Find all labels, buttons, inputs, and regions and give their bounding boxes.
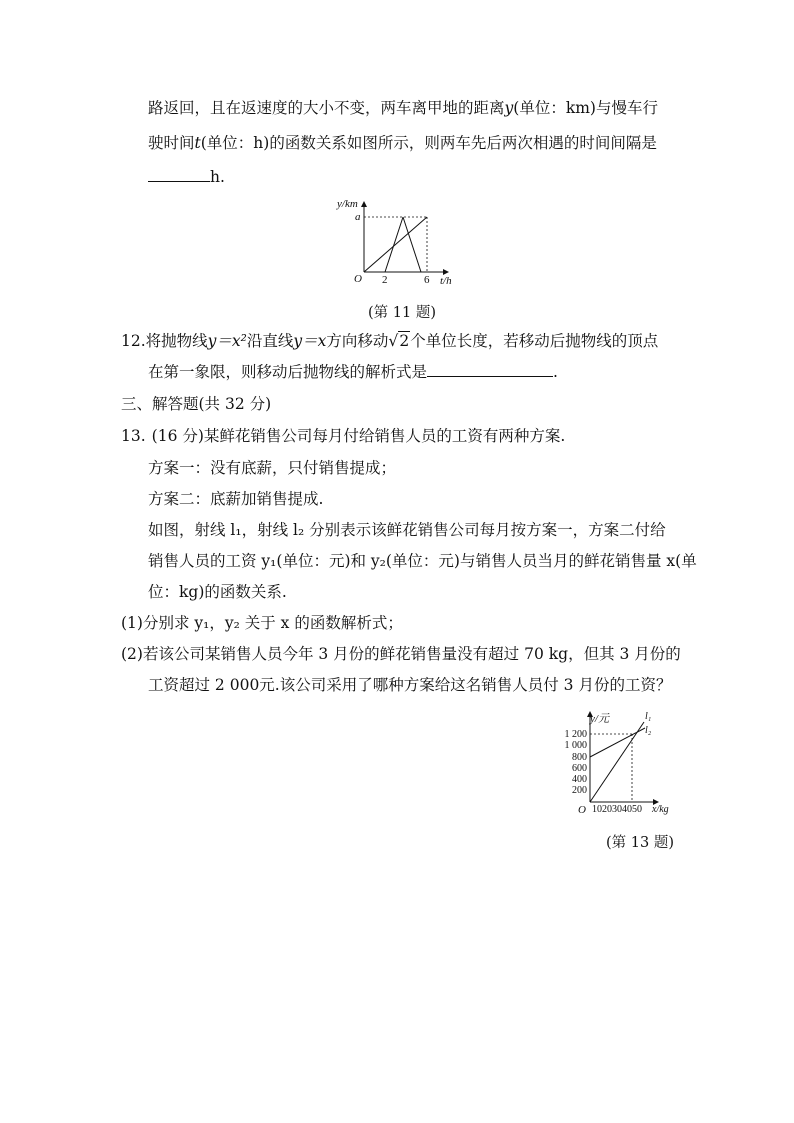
q13-desc-line-3: 位：kg)的函数关系. (148, 583, 287, 601)
q11-text-line-2 (148, 133, 657, 153)
q11-tick-2: 2 (382, 274, 388, 286)
q12-sqrt (388, 331, 410, 351)
q12-line2-text: 在第一象限，则移动后抛物线的解析式是 (148, 363, 428, 381)
q12-sqrt-value: 2 (399, 332, 410, 350)
q13-y-tick-1000: 1 000 (564, 740, 587, 751)
q13-desc-line-1: 如图，射线 l₁，射线 l₂ 分别表示该鲜花销售公司每月按方案一，方案二付给 (148, 521, 666, 539)
q13-y-axis-label: y/元 (590, 713, 609, 725)
q11-line2-b: (单位：h)的函数关系如图所示，则两车先后两次相遇的时间间隔是 (200, 134, 657, 152)
q11-caption: (第 11 题) (368, 305, 436, 321)
q13-y-tick-800: 800 (572, 752, 587, 763)
q13-y-tick-200: 200 (572, 785, 587, 796)
q13-ray-l2 (590, 728, 645, 757)
q12-text-c: 方向移动 (326, 332, 389, 350)
q12-expr-line: y＝x (293, 332, 327, 350)
q12-line-2 (148, 362, 558, 382)
q13-origin-label: O (578, 804, 586, 816)
q11-answer-blank (148, 167, 210, 182)
q12-text-d: 个单位长度，若移动后抛物线的顶点 (410, 332, 659, 350)
q13-figure (552, 706, 678, 818)
q13-label-l1: l₁ (645, 711, 652, 722)
q13-y-tick-600: 600 (572, 763, 587, 774)
q13-caption: (第 13 题) (606, 835, 674, 851)
q11-line1-text: 路返回，且在返速度的大小不变，两车离甲地的距离 (148, 99, 505, 117)
q13-desc-line-2: 销售人员的工资 y₁(单位：元)和 y₂(单位：元)与销售人员当月的鲜花销售量 x(单 (148, 552, 697, 570)
q11-label-a: a (355, 211, 361, 223)
q11-line1-unit: (单位：km)与慢车行 (513, 99, 658, 117)
q13-x-axis-label: x/kg (652, 804, 669, 815)
q13-intro-line (121, 426, 565, 446)
section-3-heading: 三、解答题(共 32 分) (121, 395, 272, 413)
q13-y-tick-1200: 1 200 (564, 729, 587, 740)
q12-number: 12. (121, 332, 146, 350)
q13-part-1: (1)分别求 y₁，y₂ 关于 x 的函数解析式； (121, 614, 403, 632)
q13-plan-2: 方案二：底薪加销售提成. (148, 490, 324, 508)
q12-line-1 (121, 331, 658, 351)
q11-x-axis-label: t/h (440, 275, 452, 287)
q11-figure (328, 196, 460, 288)
q13-plan-1: 方案一：没有底薪，只付销售提成； (148, 459, 397, 477)
q11-origin-label: O (354, 273, 362, 285)
q11-var-y: y (504, 99, 514, 117)
q11-line3-end: h. (210, 168, 225, 186)
q13-y-tick-400: 400 (572, 774, 587, 785)
q13-number: 13. (121, 427, 146, 445)
q12-sqrt-symbol: √ (388, 332, 399, 350)
q13-label-l2: l₂ (645, 725, 652, 736)
q13-x-ticks: 1020304050 (592, 804, 642, 815)
q12-text-b: 沿直线 (246, 332, 294, 350)
q11-text-line-1 (148, 98, 658, 118)
q12-expr-parabola: y＝x² (207, 332, 247, 350)
q13-intro: (16 分)某鲜花销售公司每月付给销售人员的工资有两种方案. (151, 427, 566, 445)
q12-line2-end: . (553, 363, 558, 381)
q11-fast-car-outbound (385, 217, 403, 272)
q11-line2-a: 驶时间 (148, 134, 195, 152)
q11-text-line-3 (148, 167, 225, 187)
q11-var-t: t (194, 134, 201, 152)
q11-slow-car-line (364, 217, 427, 272)
q11-tick-6: 6 (424, 274, 430, 286)
q11-y-axis-label: y/km (337, 198, 358, 210)
q13-part-2-line-2: 工资超过 2 000元.该公司采用了哪种方案给这名销售人员付 3 月份的工资？ (148, 676, 672, 694)
q13-part-2-line-1: (2)若该公司某销售人员今年 3 月份的鲜花销售量没有超过 70 kg，但其 3 月份的 (121, 645, 681, 663)
q12-text-a: 将抛物线 (145, 332, 208, 350)
q12-answer-blank (427, 362, 553, 377)
